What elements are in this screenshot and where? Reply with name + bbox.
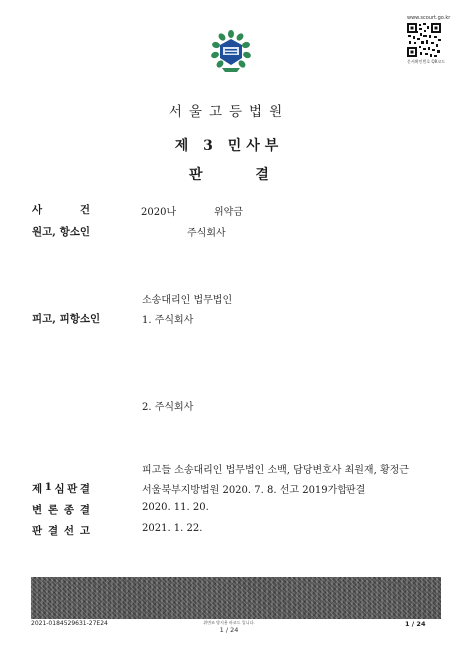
judgment-date-label: 판 결 선 고 (32, 525, 90, 537)
document-id: 2021-0184529631-27E24 (31, 620, 108, 627)
defendant-counsel: 피고들 소송대리인 법무법인 소백, 담당변호사 최원재, 황정근 (142, 465, 409, 476)
page-number-center: 1 / 24 (219, 626, 239, 634)
first-instance-value: 서울북부지방법원 2020. 7. 8. 선고 2019가합 (142, 485, 347, 496)
plaintiff-counsel: 소송대리인 법무법인 (142, 295, 233, 306)
hearing-closed-label: 변 론 종 결 (32, 504, 90, 516)
anti-forgery-barcode (31, 577, 441, 619)
court-name: 서울고등법원 (168, 104, 290, 120)
plaintiff-value: 주식회사 (187, 228, 226, 239)
defendant-item-1: 1. 주식회사 (142, 315, 194, 326)
hearing-closed-date: 2020. 11. 20. (142, 502, 209, 513)
division-name: 제 3 민사부 (174, 138, 284, 154)
qr-site-url: www.scourt.go.kr (407, 15, 451, 21)
page-number-right: 1 / 24 (405, 620, 426, 628)
first-instance-label: 제 1 심 판 결 (32, 481, 90, 495)
judgment-date-value: 2021. 1. 22. (142, 523, 203, 534)
qr-caption: 문서확인번호 QR코드 (407, 59, 446, 64)
document-title: 판 결 (189, 167, 293, 183)
first-instance-suffix: 판결 (346, 485, 366, 496)
qr-code-icon (406, 22, 442, 58)
defendant-item-2: 2. 주식회사 (142, 402, 194, 413)
plaintiff-label: 원고, 항소인 (32, 226, 91, 238)
case-name: 위약금 (214, 207, 243, 218)
defendant-label: 피고, 피항소인 (32, 313, 101, 325)
case-number: 2020나 (141, 207, 177, 218)
barcode-note: 위변조 방지용 바코드 입니다. (203, 620, 255, 625)
court-emblem-logo (209, 30, 253, 72)
case-label: 사 건 (32, 204, 90, 216)
